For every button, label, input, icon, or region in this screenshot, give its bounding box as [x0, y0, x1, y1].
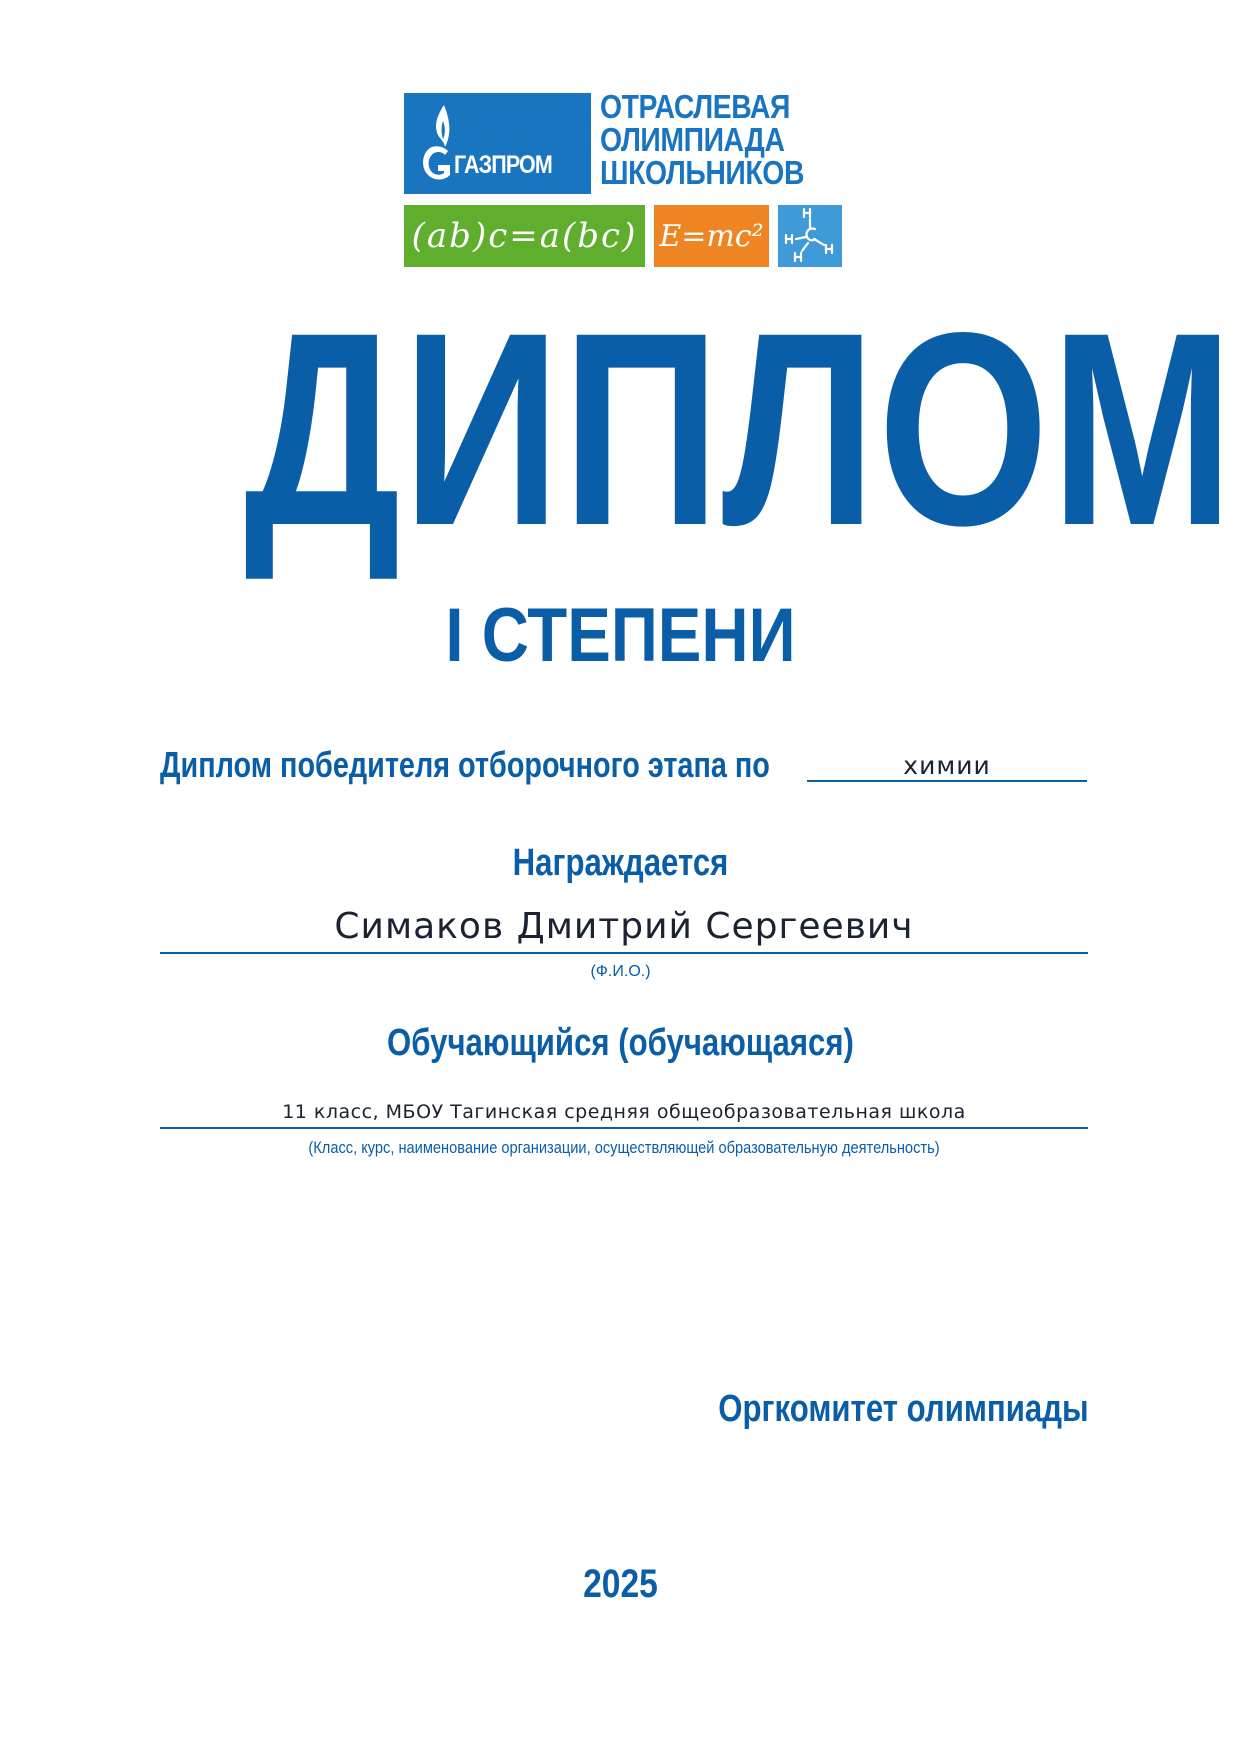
olympiad-title [600, 90, 804, 189]
diploma-degree: I СТЕПЕНИ [445, 593, 796, 678]
subject-label: Диплом победителя отборочного этапа по [160, 744, 770, 785]
gazprom-brand-text: ГАЗПРОМ [454, 151, 552, 179]
gazprom-logo-block [404, 93, 591, 194]
committee-signature: Оргкомитет олимпиады [718, 1388, 1089, 1430]
physics-tile [654, 205, 769, 267]
awarded-label: Награждается [512, 842, 729, 884]
math-formula: (ab)c=a(bc) [411, 216, 638, 256]
olympiad-title-line: ОЛИМПИАДА [600, 121, 785, 158]
organization-caption: (Класс, курс, наименование организации, осуществляющей образовательную деятельность) [308, 1138, 940, 1157]
olympiad-title-line: ОТРАСЛЕВАЯ [600, 88, 790, 125]
recipient-name: Симаков Дмитрий Сергеевич [334, 906, 914, 947]
name-underline [160, 952, 1088, 954]
olympiad-title-line: ШКОЛЬНИКОВ [600, 154, 805, 191]
gazprom-flame-icon [414, 101, 456, 189]
year: 2025 [583, 1562, 658, 1606]
subject-underline [807, 780, 1087, 782]
chemistry-tile [778, 205, 842, 267]
organization-value: 11 класс, МБОУ Тагинская средняя общеобразовательная школа [282, 1101, 966, 1123]
organization-underline [160, 1127, 1088, 1129]
methane-molecule-icon [778, 205, 842, 267]
physics-formula: E=mc² [659, 218, 764, 254]
subject-value: химии [903, 751, 991, 780]
diploma-title: ДИПЛОМ [244, 276, 1236, 583]
student-label: Обучающийся (обучающаяся) [387, 1022, 854, 1064]
math-tile [404, 205, 645, 267]
name-caption: (Ф.И.О.) [590, 963, 651, 980]
